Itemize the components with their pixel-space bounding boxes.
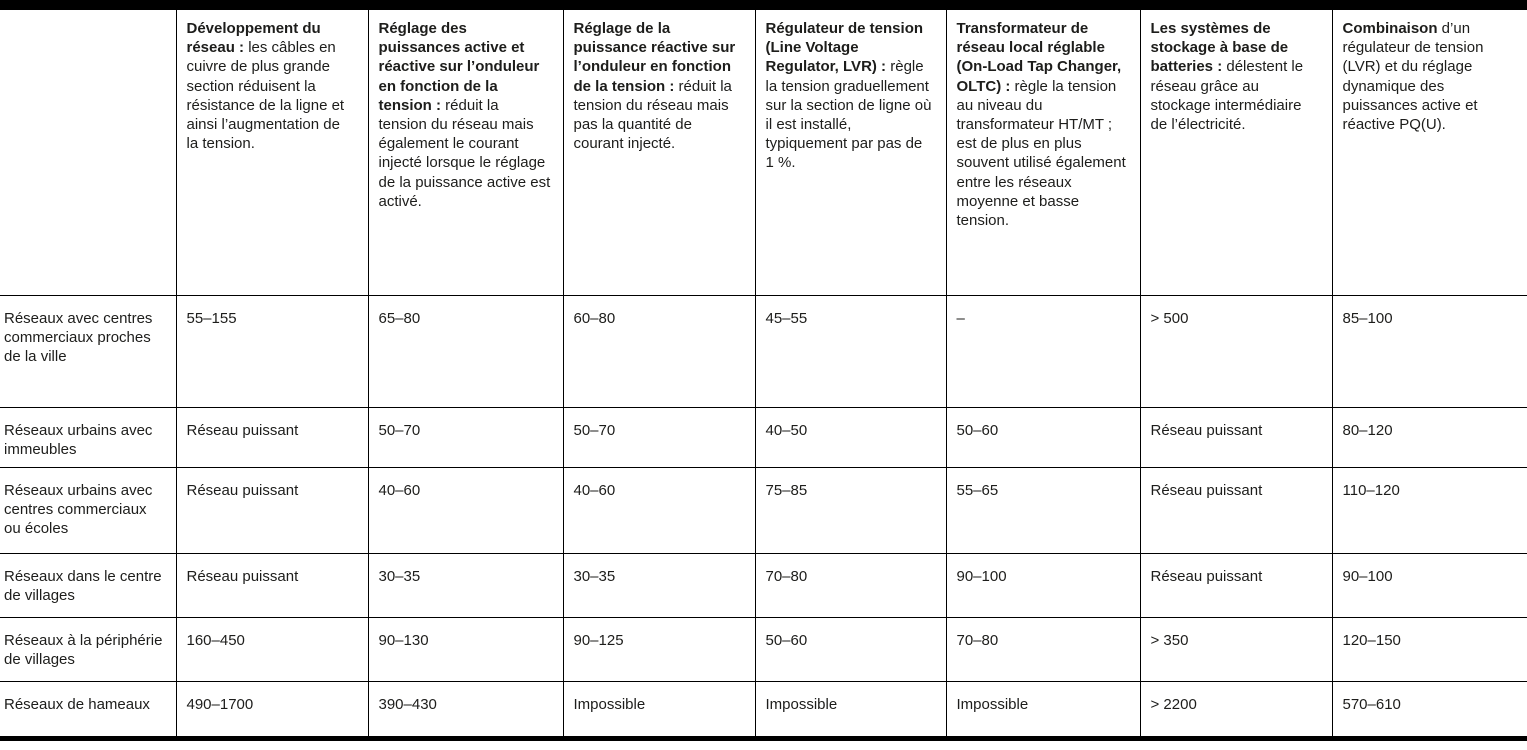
value-cell: 40–50: [755, 407, 946, 467]
header-description: réduit la tension du réseau mais également le courant injecté lorsque le réglage de la puissance active est activé.: [378, 96, 551, 210]
value-cell: 40–60: [368, 467, 563, 553]
row-label: Réseaux avec centres commerciaux proches de la ville: [4, 309, 153, 365]
value-cell: 75–85: [755, 467, 946, 553]
header-cell-transformateur-oltc: [946, 10, 1140, 295]
value-cell: Réseau puissant: [1140, 407, 1332, 467]
value-cell: Réseau puissant: [1140, 553, 1332, 617]
header-cell-regulateur-tension-lvr: [755, 10, 946, 295]
header-cell-reglage-puissances-active-reactive: [368, 10, 563, 295]
empty-corner-cell: [0, 10, 176, 295]
value-cell: 70–80: [755, 553, 946, 617]
header-description: règle la tension graduellement sur la section de ligne où il est installé, typiquement par pas de 1 %.: [765, 58, 932, 172]
header-term: Réglage de la puissance réactive sur l’onduleur en fonction de la tension :: [573, 20, 736, 95]
value-cell: > 500: [1140, 295, 1332, 407]
value-cell: 70–80: [946, 617, 1140, 681]
value-cell: Réseau puissant: [176, 553, 368, 617]
value-cell: 30–35: [563, 553, 755, 617]
value-cell: > 2200: [1140, 681, 1332, 738]
value-cell: 80–120: [1332, 407, 1527, 467]
value-cell: 570–610: [1332, 681, 1527, 738]
value-cell: –: [946, 295, 1140, 407]
value-cell: > 350: [1140, 617, 1332, 681]
value-cell: 65–80: [368, 295, 563, 407]
header-description: délestent le réseau grâce au stockage intermédiaire de l’électricité.: [1150, 58, 1304, 133]
header-term: Développement du réseau :: [186, 20, 321, 57]
value-cell: 55–65: [946, 467, 1140, 553]
header-term: Transformateur de réseau local réglable (On-Load Tap Changer, OLTC) :: [956, 20, 1122, 95]
value-cell: 85–100: [1332, 295, 1527, 407]
table-row: [0, 681, 1527, 738]
table-row: [0, 295, 1527, 407]
header-description: les câbles en cuivre de plus grande section réduisent la résistance de la ligne et ainsi l’augmentation de la tension.: [186, 39, 345, 153]
header-term: Combinaison: [1342, 20, 1438, 37]
value-cell: Impossible: [563, 681, 755, 738]
value-cell: 60–80: [563, 295, 755, 407]
row-label: Réseaux à la périphérie de villages: [4, 631, 163, 669]
value-cell: 90–125: [563, 617, 755, 681]
row-label: Réseaux urbains avec centres commerciaux ou écoles: [4, 481, 153, 538]
value-cell: 110–120: [1332, 467, 1527, 553]
table-row: [0, 407, 1527, 467]
row-label: Réseaux dans le centre de villages: [4, 567, 162, 605]
value-cell: 55–155: [176, 295, 368, 407]
table-row: [0, 467, 1527, 553]
value-cell: 390–430: [368, 681, 563, 738]
value-cell: 90–100: [1332, 553, 1527, 617]
value-cell: 50–70: [563, 407, 755, 467]
header-cell-developpement-reseau: [176, 10, 368, 295]
row-label: Réseaux de hameaux: [4, 695, 150, 713]
value-cell: Impossible: [946, 681, 1140, 738]
header-cell-reglage-puissance-reactive: [563, 10, 755, 295]
header-cell-combinaison-lvr-pqu: [1332, 10, 1527, 295]
value-cell: 90–130: [368, 617, 563, 681]
row-label: Réseaux urbains avec immeubles: [4, 421, 153, 458]
value-cell: Réseau puissant: [176, 407, 368, 467]
value-cell: 40–60: [563, 467, 755, 553]
value-cell: 50–70: [368, 407, 563, 467]
header-row: [0, 10, 1527, 295]
header-description: réduit la tension du réseau mais pas la quantité de courant injecté.: [573, 77, 732, 153]
header-term: Réglage des puissances active et réactive sur l’onduleur en fonction de la tension :: [378, 20, 540, 114]
value-cell: 50–60: [755, 617, 946, 681]
table-row: [0, 553, 1527, 617]
table-row: [0, 617, 1527, 681]
value-cell: Réseau puissant: [1140, 467, 1332, 553]
header-cell-stockage-batteries: [1140, 10, 1332, 295]
top-black-bar: [0, 0, 1527, 10]
voltage-regulation-table: [0, 10, 1527, 741]
value-cell: 490–1700: [176, 681, 368, 738]
value-cell: 120–150: [1332, 617, 1527, 681]
value-cell: 30–35: [368, 553, 563, 617]
value-cell: Réseau puissant: [176, 467, 368, 553]
value-cell: 90–100: [946, 553, 1140, 617]
header-description: d’un régulateur de tension (LVR) et du réglage dynamique des puissances active et réactive PQ(U).: [1342, 20, 1484, 133]
value-cell: Impossible: [755, 681, 946, 738]
header-term: Les systèmes de stockage à base de batteries :: [1150, 20, 1289, 76]
header-term: Régulateur de tension (Line Voltage Regulator, LVR) :: [765, 20, 924, 76]
header-description: règle la tension au niveau du transformateur HT/MT ; est de plus en plus souvent utilisé également entre les réseaux moyenne et basse tension.: [956, 77, 1126, 229]
value-cell: 50–60: [946, 407, 1140, 467]
value-cell: 45–55: [755, 295, 946, 407]
value-cell: 160–450: [176, 617, 368, 681]
